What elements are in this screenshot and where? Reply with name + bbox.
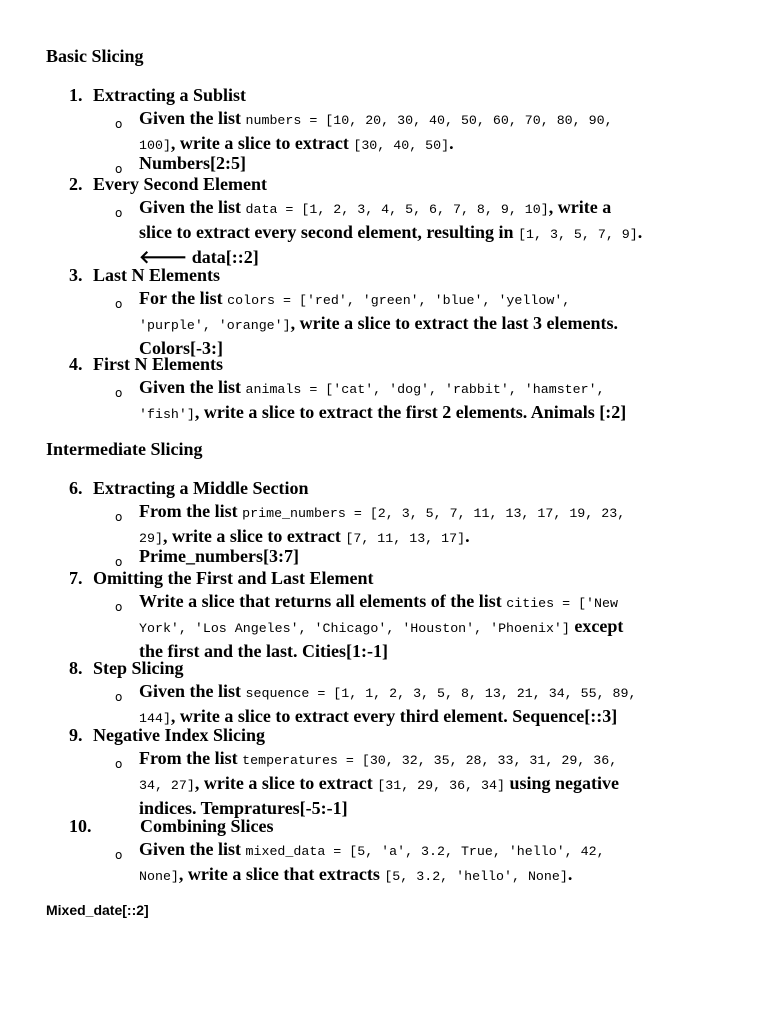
text-run: 🡐 data[::2] — [139, 246, 259, 267]
code-snippet: None] — [139, 868, 179, 884]
text-run: . — [465, 525, 470, 546]
code-snippet: [30, 40, 50] — [353, 137, 450, 153]
code-snippet: sequence = [1, 1, 2, 3, 5, 8, 13, 21, 34, 55, 89, — [245, 685, 637, 701]
bullet-icon: o — [115, 509, 123, 524]
list-item — [69, 724, 749, 747]
text-line — [139, 590, 739, 615]
code-snippet: [7, 11, 13, 17] — [345, 530, 466, 546]
sub-bullet — [115, 545, 739, 569]
text-run: Given the list — [139, 680, 246, 701]
text-run: Prime_numbers[3:7] — [139, 545, 299, 566]
text-run: , write a slice to extract the last 3 elements. — [290, 312, 618, 333]
text-run: Write a slice that returns all elements of the list — [139, 590, 507, 611]
text-run: , write a slice that extracts — [178, 863, 385, 884]
code-snippet: [31, 29, 36, 34] — [377, 777, 505, 793]
text-run: . — [637, 221, 643, 242]
list-item — [69, 567, 749, 590]
text-line — [139, 680, 739, 705]
text-line — [139, 545, 739, 568]
text-run: , write a slice to extract — [162, 525, 346, 546]
code-snippet: temperatures = [30, 32, 35, 28, 33, 31, 29, 36, — [242, 752, 618, 768]
text-run: From the list — [139, 747, 243, 768]
code-snippet: 144] — [139, 710, 171, 726]
text-run: , write a slice to extract — [170, 132, 354, 153]
item-number: 10. — [69, 816, 92, 836]
item-title: Combining Slices — [140, 816, 274, 836]
list-item — [69, 477, 749, 500]
sub-bullet — [115, 152, 739, 176]
code-snippet: animals = ['cat', 'dog', 'rabbit', 'hamster', — [245, 381, 605, 397]
code-snippet: 'purple', 'orange'] — [139, 317, 291, 333]
code-snippet: mixed_data = [5, 'a', 3.2, True, 'hello', 42, — [245, 843, 605, 859]
list-item — [69, 657, 749, 680]
list-item — [69, 84, 749, 107]
sub-bullet — [115, 196, 739, 269]
text-line — [139, 615, 739, 640]
text-line — [139, 401, 739, 426]
text-run: Numbers[2:5] — [139, 152, 246, 173]
code-snippet: cities = ['New — [506, 595, 618, 611]
item-title: Last N Elements — [93, 265, 220, 285]
item-title: Omitting the First and Last Element — [93, 568, 374, 588]
item-title: Extracting a Middle Section — [93, 478, 309, 498]
bullet-icon: o — [115, 161, 123, 176]
text-run: Colors[-3:] — [139, 337, 223, 358]
bullet-icon: o — [115, 756, 123, 771]
bullet-icon: o — [115, 205, 123, 220]
text-run: , write a — [548, 196, 612, 217]
code-snippet: 29] — [139, 530, 163, 546]
code-snippet: 100] — [139, 137, 171, 153]
text-line — [139, 287, 739, 312]
sub-bullet — [115, 680, 739, 730]
text-line — [139, 747, 739, 772]
item-title: Every Second Element — [93, 174, 267, 194]
text-run: , write a slice to extract every third element. Sequence[::3] — [170, 705, 618, 726]
code-snippet: prime_numbers = [2, 3, 5, 7, 11, 13, 17, 19, 23, — [242, 505, 626, 521]
bullet-icon: o — [115, 599, 123, 614]
bullet-icon: o — [115, 385, 123, 400]
code-snippet: 34, 27] — [139, 777, 195, 793]
text-line — [139, 312, 739, 337]
sub-bullet — [115, 376, 739, 426]
item-title: Extracting a Sublist — [93, 85, 247, 105]
text-run: For the list — [139, 287, 228, 308]
text-run: , write a slice to extract the first 2 elements. Animals [:2] — [194, 401, 627, 422]
footer-answer: Mixed_date[::2] — [46, 902, 149, 918]
bullet-icon: o — [115, 296, 123, 311]
section-heading: Intermediate Slicing — [46, 439, 203, 459]
sub-bullet — [115, 287, 739, 360]
text-run: Given the list — [139, 376, 246, 397]
item-title: Step Slicing — [93, 658, 184, 678]
text-run: From the list — [139, 500, 243, 521]
bullet-icon: o — [115, 116, 123, 131]
text-line — [139, 107, 739, 132]
item-number: 9. — [69, 725, 83, 745]
text-run: Given the list — [139, 196, 246, 217]
sub-bullet — [115, 500, 739, 550]
bullet-icon: o — [115, 554, 123, 569]
item-number: 2. — [69, 174, 83, 194]
code-snippet: York', 'Los Angeles', 'Chicago', 'Houston', 'Phoenix'] — [139, 620, 570, 636]
item-number: 7. — [69, 568, 83, 588]
code-snippet: [1, 3, 5, 7, 9] — [518, 226, 638, 242]
text-line — [139, 196, 739, 221]
text-run: using negative — [504, 772, 619, 793]
text-run: the first and the last. Cities[1:-1] — [139, 640, 388, 661]
list-item — [69, 353, 749, 376]
code-snippet: 'fish'] — [139, 406, 195, 422]
text-run: , write a slice to extract — [194, 772, 378, 793]
text-line — [139, 863, 739, 888]
text-run: indices. Tempratures[-5:-1] — [139, 797, 348, 818]
text-line — [139, 500, 739, 525]
item-number: 8. — [69, 658, 83, 678]
code-snippet: colors = ['red', 'green', 'blue', 'yellow', — [227, 292, 571, 308]
list-item — [69, 173, 749, 196]
text-run: Given the list — [139, 838, 246, 859]
item-number: 4. — [69, 354, 83, 374]
text-run: except — [569, 615, 624, 636]
text-line — [139, 221, 739, 246]
list-item — [69, 264, 749, 287]
sub-bullet — [115, 107, 739, 157]
text-line — [139, 838, 739, 863]
text-run: Given the list — [139, 107, 246, 128]
bullet-icon: o — [115, 689, 123, 704]
item-number: 6. — [69, 478, 83, 498]
section-heading: Basic Slicing — [46, 46, 144, 66]
sub-bullet — [115, 747, 739, 820]
sub-bullet — [115, 590, 739, 663]
item-number: 1. — [69, 85, 83, 105]
text-run: . — [567, 863, 573, 884]
text-run: . — [449, 132, 454, 153]
text-run: slice to extract every second element, resulting in — [139, 221, 519, 242]
code-snippet: data = [1, 2, 3, 4, 5, 6, 7, 8, 9, 10] — [245, 201, 549, 217]
code-snippet: numbers = [10, 20, 30, 40, 50, 60, 70, 80, 90, — [245, 112, 613, 128]
item-title: Negative Index Slicing — [93, 725, 266, 745]
bullet-icon: o — [115, 847, 123, 862]
list-item — [69, 815, 749, 838]
text-line — [139, 376, 739, 401]
sub-bullet — [115, 838, 739, 888]
item-number: 3. — [69, 265, 83, 285]
item-title: First N Elements — [93, 354, 223, 374]
code-snippet: [5, 3.2, 'hello', None] — [384, 868, 568, 884]
text-line — [139, 152, 739, 175]
text-line — [139, 772, 739, 797]
